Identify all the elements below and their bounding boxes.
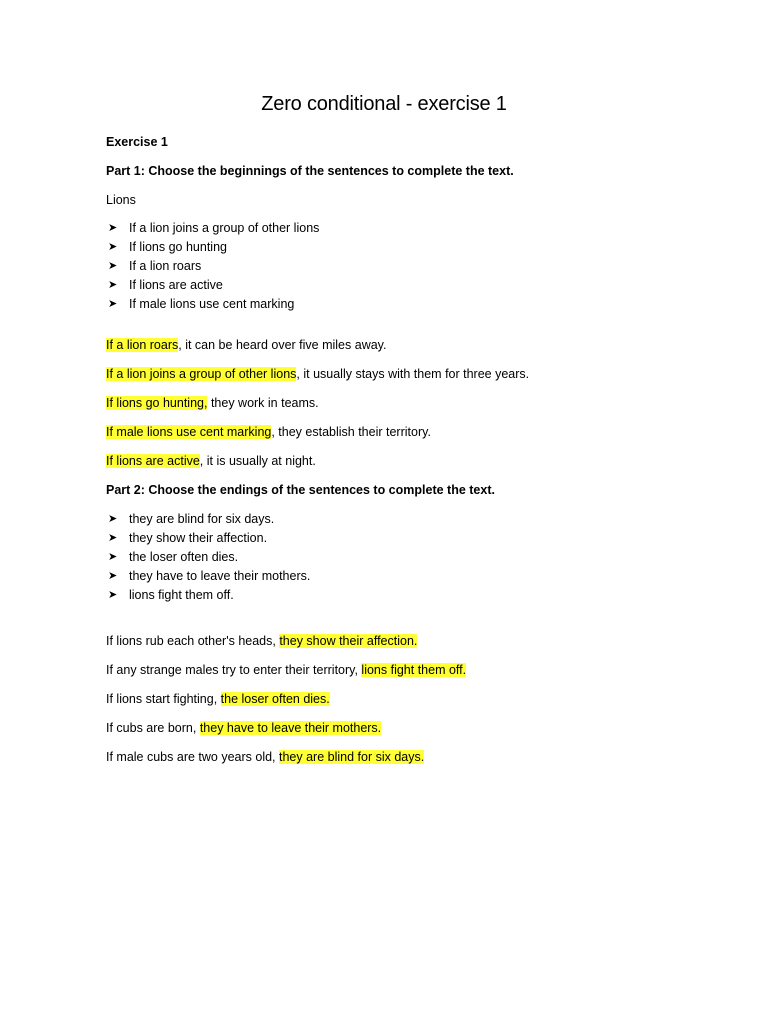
sentence-lead: If any strange males try to enter their territory, bbox=[106, 663, 362, 677]
highlighted-answer: they show their affection. bbox=[279, 634, 418, 648]
part1-instruction: Part 1: Choose the beginnings of the sentences to complete the text. bbox=[106, 164, 514, 178]
part2-answer bbox=[106, 749, 424, 765]
arrow-bullet-icon: ➤ bbox=[108, 513, 118, 525]
part1-answer bbox=[106, 337, 386, 353]
sentence-rest: , they establish their territory. bbox=[271, 425, 431, 439]
part1-subheading: Lions bbox=[106, 193, 136, 207]
highlighted-answer: they have to leave their mothers. bbox=[199, 721, 382, 735]
list-item: ➤ lions fight them off. bbox=[108, 586, 310, 605]
sentence-rest: , it is usually at night. bbox=[199, 454, 316, 468]
highlighted-answer: If a lion joins a group of other lions bbox=[106, 367, 297, 381]
part2-instruction: Part 2: Choose the endings of the sentences to complete the text. bbox=[106, 483, 495, 497]
arrow-bullet-icon: ➤ bbox=[108, 532, 118, 544]
highlighted-answer: If male lions use cent marking bbox=[106, 425, 272, 439]
list-item: ➤ the loser often dies. bbox=[108, 548, 310, 567]
highlighted-answer: If lions go hunting, bbox=[106, 396, 208, 410]
part2-answer bbox=[106, 633, 417, 649]
sentence-lead: If cubs are born, bbox=[106, 721, 200, 735]
part1-answer bbox=[106, 424, 431, 440]
arrow-bullet-icon: ➤ bbox=[108, 589, 118, 601]
list-item: ➤ If lions go hunting bbox=[108, 238, 319, 257]
part1-answer bbox=[106, 366, 529, 382]
part2-answer bbox=[106, 691, 330, 707]
part1-answer bbox=[106, 395, 319, 411]
arrow-bullet-icon: ➤ bbox=[108, 279, 118, 291]
highlighted-answer: If a lion roars bbox=[106, 338, 179, 352]
list-item: ➤ they are blind for six days. bbox=[108, 510, 310, 529]
sentence-rest: , it usually stays with them for three years. bbox=[296, 367, 530, 381]
arrow-bullet-icon: ➤ bbox=[108, 260, 118, 272]
page-title: Zero conditional - exercise 1 bbox=[261, 93, 507, 115]
exercise-label: Exercise 1 bbox=[106, 135, 168, 149]
part2-answer bbox=[106, 720, 381, 736]
highlighted-answer: the loser often dies. bbox=[220, 692, 330, 706]
sentence-rest: , it can be heard over five miles away. bbox=[178, 338, 387, 352]
sentence-lead: If lions rub each other's heads, bbox=[106, 634, 280, 648]
part1-answer bbox=[106, 453, 316, 469]
list-item: ➤ If a lion roars bbox=[108, 257, 319, 276]
list-item: ➤ If a lion joins a group of other lions bbox=[108, 219, 319, 238]
arrow-bullet-icon: ➤ bbox=[108, 298, 118, 310]
sentence-lead: If lions start fighting, bbox=[106, 692, 221, 706]
sentence-lead: If male cubs are two years old, bbox=[106, 750, 279, 764]
part1-options-list bbox=[108, 219, 319, 314]
list-item: ➤ If male lions use cent marking bbox=[108, 295, 319, 314]
list-item: ➤ they have to leave their mothers. bbox=[108, 567, 310, 586]
highlighted-answer: If lions are active bbox=[106, 454, 200, 468]
arrow-bullet-icon: ➤ bbox=[108, 570, 118, 582]
part2-answer bbox=[106, 662, 466, 678]
highlighted-answer: lions fight them off. bbox=[361, 663, 467, 677]
arrow-bullet-icon: ➤ bbox=[108, 222, 118, 234]
list-item: ➤ they show their affection. bbox=[108, 529, 310, 548]
part2-options-list bbox=[108, 510, 310, 605]
arrow-bullet-icon: ➤ bbox=[108, 551, 118, 563]
highlighted-answer: they are blind for six days. bbox=[279, 750, 425, 764]
list-item: ➤ If lions are active bbox=[108, 276, 319, 295]
sentence-rest: they work in teams. bbox=[207, 396, 319, 410]
arrow-bullet-icon: ➤ bbox=[108, 241, 118, 253]
